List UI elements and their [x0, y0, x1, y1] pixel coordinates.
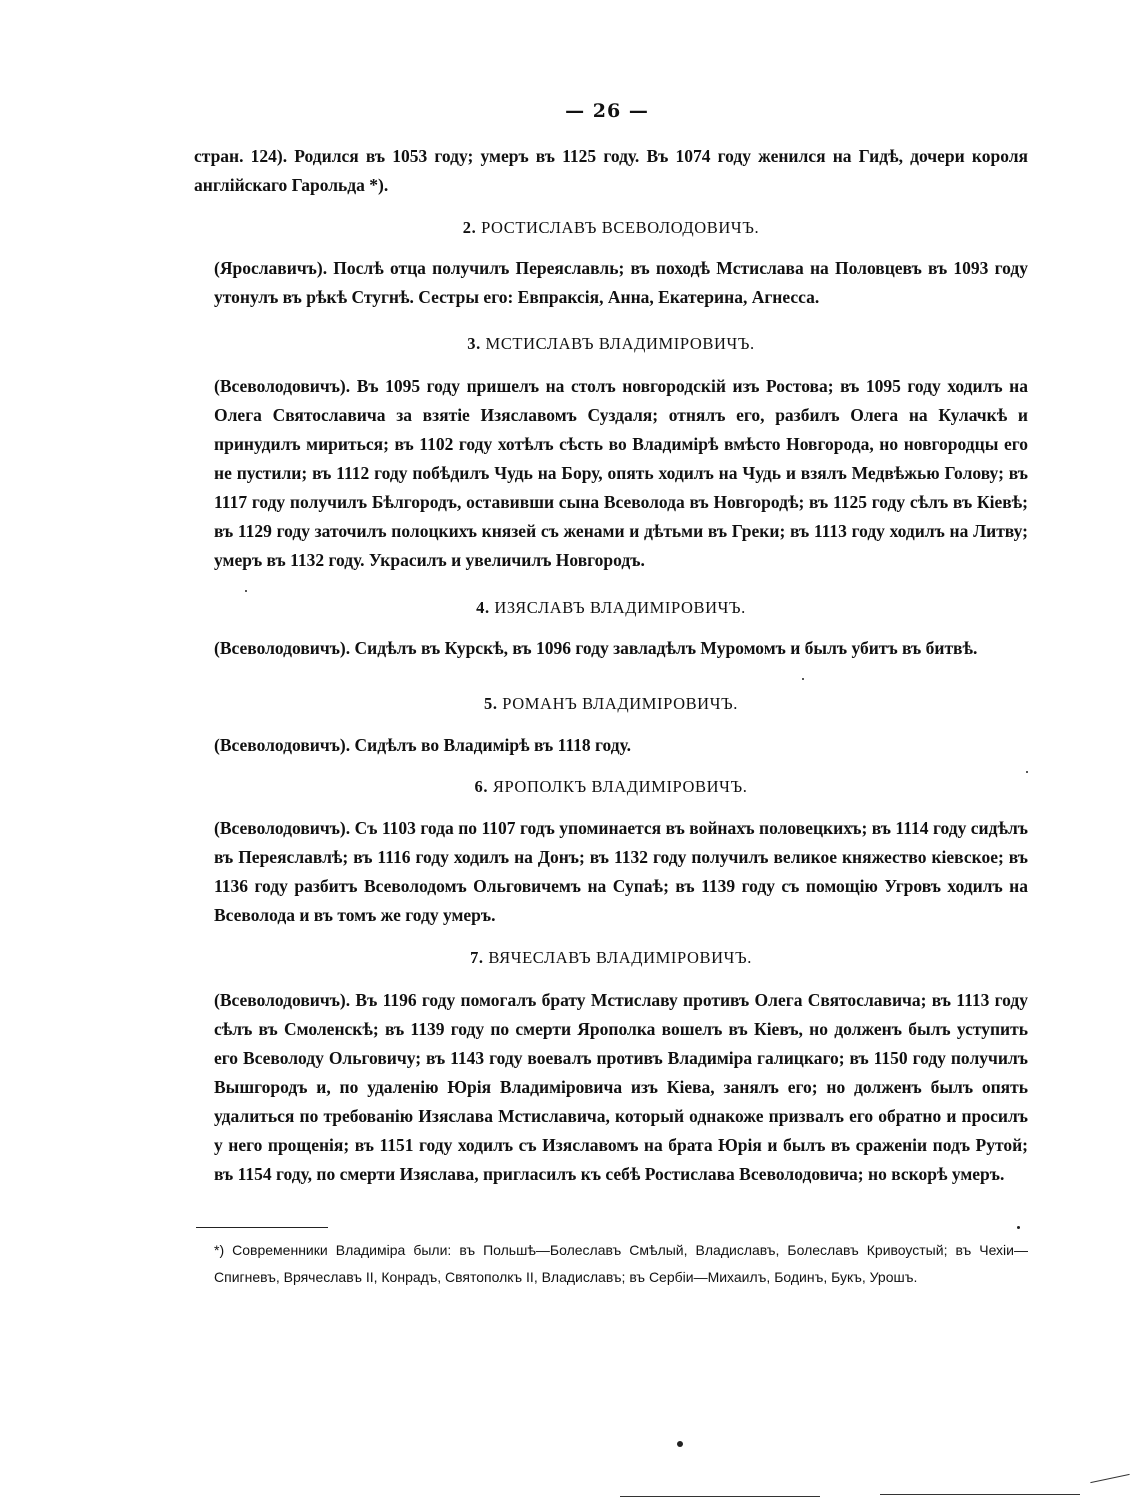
section-heading — [194, 948, 1028, 968]
section-body — [194, 814, 1028, 930]
section-title: ИЗЯСЛАВЪ ВЛАДИМІРОВИЧЪ. — [494, 598, 746, 617]
section-number: 3. — [467, 334, 481, 353]
section-body — [194, 986, 1028, 1189]
section-title: РОСТИСЛАВЪ ВСЕВОЛОДОВИЧЪ. — [481, 218, 760, 237]
section-number: 2. — [462, 218, 477, 237]
scan-speck — [1017, 1226, 1020, 1229]
section-body — [194, 731, 1028, 760]
section-number: 4. — [476, 598, 490, 617]
section-title: МСТИСЛАВЪ ВЛАДИМІРОВИЧЪ. — [485, 334, 755, 353]
section-number: 6. — [474, 777, 489, 796]
section-number: 7. — [470, 948, 484, 967]
section-text: (Всеволодовичъ). Сидѣлъ въ Курскѣ, въ 1096 году завладѣлъ Муромомъ и былъ убитъ въ битвѣ. — [214, 638, 978, 658]
section-body — [194, 634, 1028, 663]
scan-speck — [677, 1441, 683, 1447]
section-heading — [194, 777, 1028, 797]
scan-speck — [802, 678, 804, 680]
section-title: ВЯЧЕСЛАВЪ ВЛАДИМІРОВИЧЪ. — [488, 948, 752, 967]
section-body — [194, 372, 1028, 575]
scan-edge-line — [880, 1494, 1080, 1495]
scan-speck — [1026, 771, 1028, 773]
scan-speck — [245, 590, 247, 592]
section-text: (Ярославичъ). Послѣ отца получилъ Переяславль; въ походѣ Мстислава на Половцевъ въ 1093 году утонулъ въ рѣкѣ Стугнѣ. Сестры его: Евпраксія, Анна, Екатерина, Агнесса. — [214, 258, 1028, 307]
section-text: (Всеволодовичъ). Въ 1196 году помогалъ брату Мстиславу противъ Олега Святославича; въ 1113 году сѣлъ въ Смоленскѣ; въ 1139 году по смерти Ярополка вошелъ въ Кіевъ, но долженъ былъ уступить его Всеволоду Ольговичу; въ 1143 году воевалъ противъ Владиміра галицкаго; въ 1150 году получилъ Вышгородъ и, по удаленію Юрія Владиміровича изъ Кіева, занялъ его; но долженъ былъ опять удалиться по требованію Изяслава Мстиславича, который однакоже призвалъ его обратно и просилъ у него прощенія; въ 1151 году ходилъ съ Изяславомъ на брата Юрія и былъ въ сраженіи подъ Рутой; въ 1154 году, по смерти Изяслава, пригласилъ къ себѣ Ростислава Всеволодовича; но вскорѣ умеръ. — [214, 990, 1028, 1184]
scan-edge-line — [1090, 1474, 1129, 1483]
section-title: ЯРОПОЛКЪ ВЛАДИМІРОВИЧЪ. — [492, 777, 748, 796]
section-body — [194, 254, 1028, 312]
continuation-paragraph: стран. 124). Родился въ 1053 году; умеръ въ 1125 году. Въ 1074 году женился на Гидѣ, дочери короля англійскаго Гарольда *). — [194, 146, 1028, 195]
footnote-divider — [196, 1227, 328, 1228]
section-text: (Всеволодовичъ). Съ 1103 года по 1107 годъ упоминается въ войнахъ половецкихъ; въ 1114 году сидѣлъ въ Переяславлѣ; въ 1116 году ходилъ на Донъ; въ 1132 году получилъ великое княжество кіевское; въ 1136 году разбитъ Всеволодомъ Ольговичемъ на Супаѣ; въ 1139 году съ помощію Угровъ ходилъ на Всеволода и въ томъ же году умеръ. — [214, 818, 1028, 925]
section-heading — [194, 694, 1028, 714]
section-number: 5. — [483, 694, 498, 713]
section-heading — [194, 218, 1028, 238]
section-heading — [194, 334, 1028, 354]
section-heading — [194, 598, 1028, 618]
section-text: (Всеволодовичъ). Сидѣлъ во Владимірѣ въ 1118 году. — [214, 735, 632, 755]
page-number: — 26 — — [565, 100, 649, 122]
section-title: РОМАНЪ ВЛАДИМІРОВИЧЪ. — [502, 694, 739, 713]
scan-edge-line — [620, 1496, 820, 1497]
section-text: (Всеволодовичъ). Въ 1095 году пришелъ на столъ новгородскій изъ Ростова; въ 1095 году ходилъ на Олега Святославича за взятіе Изяславомъ Суздаля; отнялъ его, разбилъ Олега на Кулачкѣ и принудилъ мириться; въ 1102 году хотѣлъ сѣсть во Владимірѣ вмѣсто Новгорода, но новгородцы его не пустили; въ 1112 году побѣдилъ Чудь на Бору, опять ходилъ на Чудь и взялъ Медвѣжью Голову; въ 1117 году получилъ Бѣлгородъ, оставивши сына Всеволода въ Новгородѣ; въ 1125 году сѣлъ въ Кіевѣ; въ 1129 году заточилъ полоцкихъ князей съ женами и дѣтьми въ Греки; въ 1113 году ходилъ на Литву; умеръ въ 1132 году. Украсилъ и увеличилъ Новгородъ. — [214, 376, 1028, 570]
footnote-text: *) Современники Владиміра были: въ Польшѣ—Болеславъ Смѣлый, Владиславъ, Болеславъ Кривоустый; въ Чехіи—Спигневъ, Врячеславъ II, Конрадъ, Святополкъ II, Владиславъ; въ Сербіи—Михаилъ, Бодинъ, Букъ, Урошъ. — [214, 1242, 1028, 1285]
footnote — [194, 1237, 1028, 1291]
